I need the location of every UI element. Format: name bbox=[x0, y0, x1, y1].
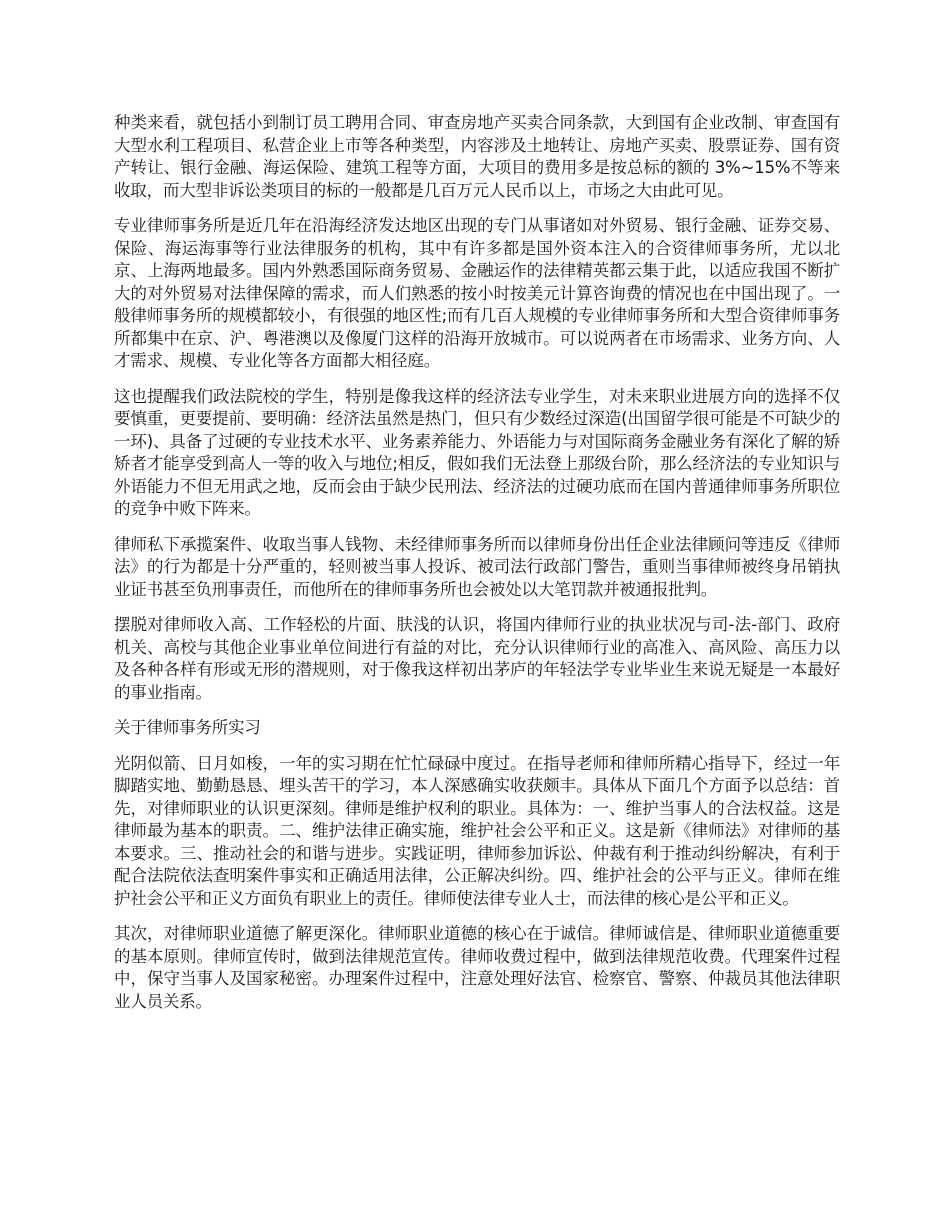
paragraph-professional-ethics: 其次，对律师职业道德了解更深化。律师职业道德的核心在于诚信。律师诚信是、律师职业道德重要的基本原则。律师宣传时，做到法律规范宣传。律师收费过程中，做到法律规范收费。代理案件过程中，保守当事人及国家秘密。办理案件过程中，注意处理好法官、检察官、警察、仲裁员其他法律职业人员关系。 bbox=[114, 924, 840, 1011]
paragraph-student-reminder: 这也提醒我们政法院校的学生，特别是像我这样的经济法专业学生，对未来职业进展方向的选择不仅要慎重，更要提前、要明确：经济法虽然是热门，但只有少数经过深造(出国留学很可能是不可缺少的一环)、具备了过硬的专业技术水平、业务素养能力、外语能力与对国际商务金融业务有深化了解的矫矫者才能享受到高人一等的收入与地位;相反，假如我们无法登上那级台阶，那么经济法的专业知识与外语能力不但无用武之地，反而会由于缺少民刑法、经济法的过硬功底而在国内普通律师事务所职位的竞争中败下阵来。 bbox=[114, 386, 840, 518]
section-heading: 关于律师事务所实习 bbox=[114, 718, 261, 737]
paragraph-career-guide: 摆脱对律师收入高、工作轻松的片面、肤浅的认识，将国内律师行业的执业状况与司-法-部门、政府机关、高校与其他企业事业单位间进行有益的对比，充分认识律师行业的高准入、高风险、高压力以及各种各样有形或无形的潜规则，对于像我这样初出茅庐的年轻法学专业毕业生来说无疑是一本最好的事业指南。 bbox=[114, 615, 840, 702]
paragraph-lawyer-violations: 律师私下承揽案件、收取当事人钱物、未经律师事务所而以律师身份出任企业法律顾问等违反《律师法》的行为都是十分严重的，轻则被当事人投诉、被司法行政部门警告，重则当事律师被终身吊销执业证书甚至负刑事责任，而他所在的律师事务所也会被处以大笔罚款并被通报批判。 bbox=[114, 534, 840, 599]
paragraph-internship-summary: 光阴似箭、日月如梭，一年的实习期在忙忙碌碌中度过。在指导老师和律师所精心指导下，经过一年脚踏实地、勤勤恳恳、埋头苦干的学习，本人深感确实收获颇丰。具体从下面几个方面予以总结：首先，对律师职业的认识更深刻。律师是维护权利的职业。具体为：一、维护当事人的合法权益。这是律师最为基本的职责。二、维护法律正确实施，维护社会公平和正义。这是新《律师法》对律师的基本要求。三、推动社会的和谐与进步。实践证明，律师参加诉讼、仲裁有利于推动纠纷解决，有利于配合法院依法查明案件事实和正确适用法律，公正解决纠纷。四、维护社会的公平与正义。律师在维护社会公平和正义方面负有职业上的责任。律师使法律专业人士，而法律的核心是公平和正义。 bbox=[114, 753, 840, 908]
paragraph-specialized-firms: 专业律师事务所是近几年在沿海经济发达地区出现的专门从事诸如对外贸易、银行金融、证券交易、保险、海运海事等行业法律服务的机构，其中有许多都是国外资本注入的合资律师事务所，尤以北京、上海两地最多。国内外熟悉国际商务贸易、金融运作的法律精英都云集于此，以适应我国不断扩大的对外贸易对法律保障的需求，而人们熟悉的按小时按美元计算咨询费的情况也在中国出现了。一般律师事务所的规模都较小，有很强的地区性;而有几百人规模的专业律师事务所和大型合资律师事务所都集中在京、沪、粤港澳以及像厦门这样的沿海开放城市。可以说两者在市场需求、业务方向、人才需求、规模、专业化等各方面都大相径庭。 bbox=[114, 216, 840, 370]
paragraph-practice-scope: 种类来看，就包括小到制订员工聘用合同、审查房地产买卖合同条款，大到国有企业改制、审查国有大型水利工程项目、私营企业上市等各种类型，内容涉及土地转让、房地产买卖、股票证券、国有资产转让、银行金融、海运保险、建筑工程等方面，大项目的费用多是按总标的额的 3%~15%不等来收取，而大型非诉讼类项目的标的一般都是几百万元人民币以上，市场之大由此可见。 bbox=[114, 113, 840, 200]
document-body bbox=[114, 112, 840, 1026]
